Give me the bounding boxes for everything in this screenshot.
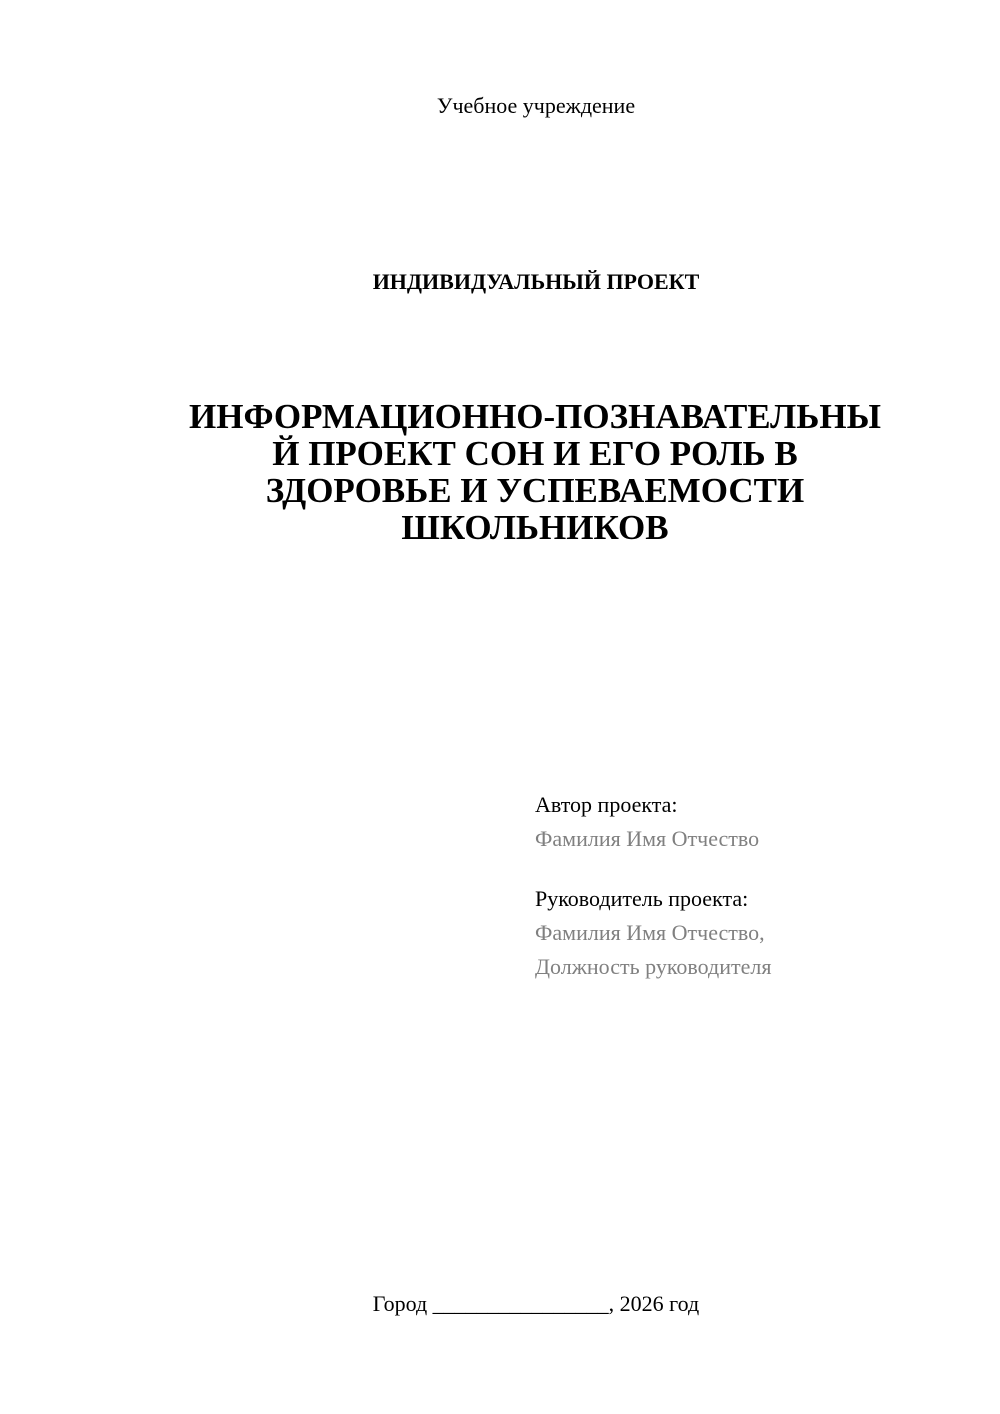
project-title-line: ШКОЛЬНИКОВ: [401, 508, 669, 547]
city-year-line: [0, 1290, 1000, 1318]
city-label: Город: [372, 1291, 428, 1316]
institution-name: Учебное учреждение: [436, 93, 636, 118]
author-label: Автор проекта:: [535, 792, 678, 817]
author-name-placeholder: Фамилия Имя Отчество: [535, 826, 760, 851]
project-title: [150, 398, 920, 546]
supervisor-label: Руководитель проекта:: [535, 886, 749, 911]
project-info-block: [535, 788, 975, 984]
spacer: [535, 856, 975, 882]
supervisor-position-placeholder: Должность руководителя: [535, 954, 772, 979]
project-title-line: ИНФОРМАЦИОННО-ПОЗНАВАТЕЛЬНЫ: [189, 397, 881, 436]
supervisor-name-placeholder: Фамилия Имя Отчество,: [535, 920, 765, 945]
year-text: , 2026 год: [608, 1291, 700, 1316]
project-title-line: Й ПРОЕКТ СОН И ЕГО РОЛЬ В: [272, 434, 798, 473]
project-title-line: ЗДОРОВЬЕ И УСПЕВАЕМОСТИ: [265, 471, 805, 510]
document-type-heading: ИНДИВИДУАЛЬНЫЙ ПРОЕКТ: [372, 269, 700, 294]
city-blank: ________________: [432, 1291, 609, 1316]
